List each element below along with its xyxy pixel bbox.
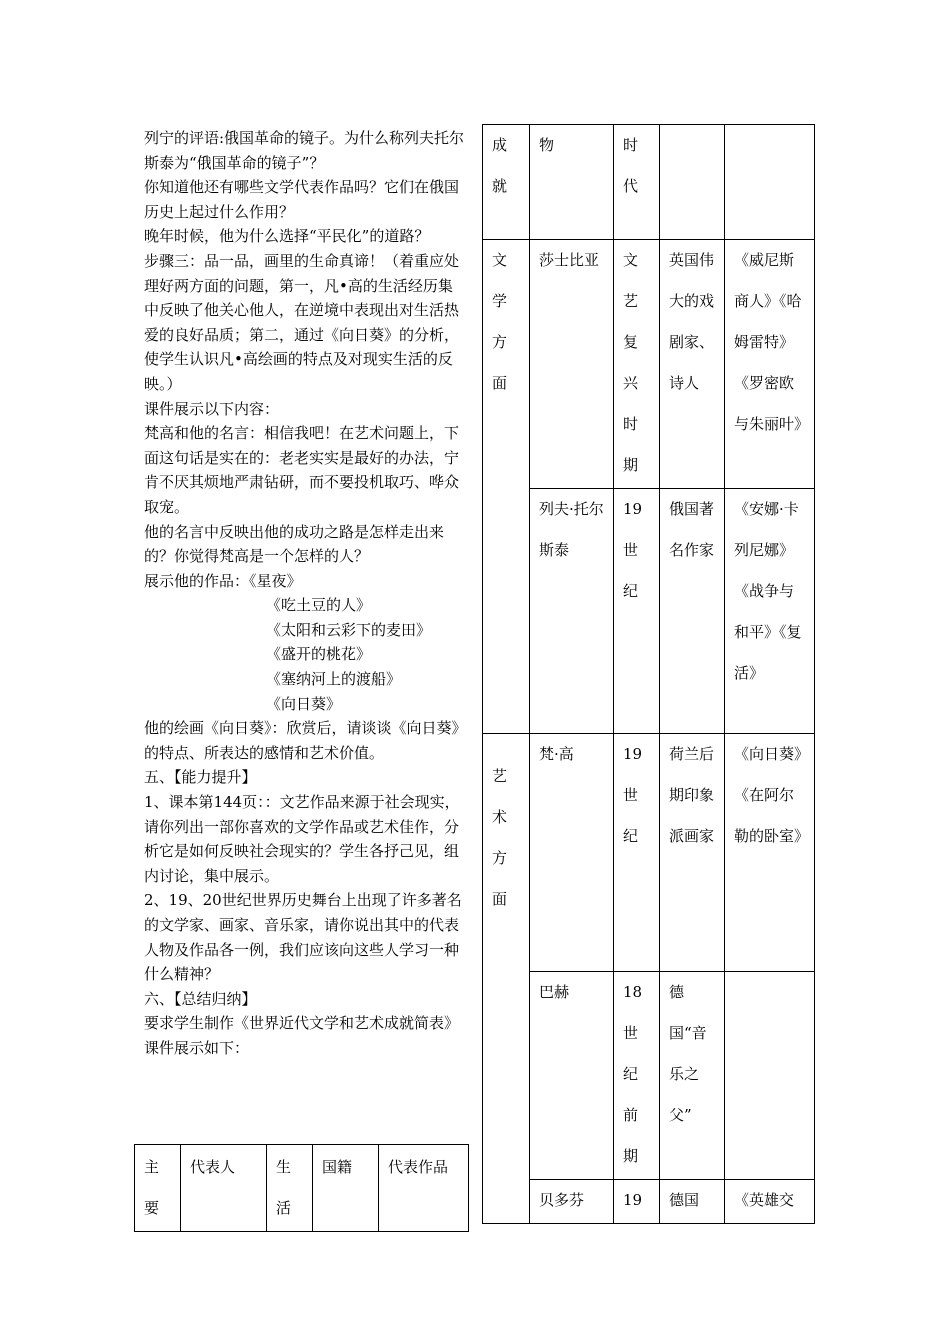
table-cell [660, 125, 725, 240]
achievement-table [482, 124, 815, 1224]
table-cell: 巴赫 [530, 972, 614, 1180]
table-row [483, 972, 815, 1180]
table-cell: 梵·高 [530, 734, 614, 972]
table-cell: 19世纪 [614, 734, 660, 972]
summary-table-header [134, 1144, 469, 1232]
category-cell: 文学方面 [483, 240, 530, 734]
paragraph: 步骤三：品一品，画里的生命真谛！（着重应处理好两方面的问题，第一，凡•高的生活经历集中反映了他关心他人，在逆境中表现出对生活热爱的良好品质；第二，通过《向日葵》的分析，使学生认识凡•高绘画的特点及对现实生活的反映。） [144, 251, 460, 393]
table-cell: 《向日葵》《在阿尔勒的卧室》 [725, 734, 815, 972]
paragraph: 要求学生制作《世界近代文学和艺术成就简表》 [144, 1014, 460, 1033]
table-row [483, 1180, 815, 1224]
table-row [483, 240, 815, 489]
paragraph: 课件展示如下： [144, 1038, 250, 1057]
works-list [144, 593, 466, 716]
table-row [483, 125, 815, 240]
section-heading: 五、【能力提升】 [144, 768, 257, 787]
table-cell: 《英雄交 [725, 1180, 815, 1224]
list-item: 《塞纳河上的渡船》 [266, 670, 402, 689]
table-cell: 德国“音乐之父” [660, 972, 725, 1180]
table-cell: 德国 [660, 1180, 725, 1224]
table-cell: 主要 [135, 1145, 181, 1232]
list-item: 《向日葵》 [266, 694, 342, 713]
paragraph: 2、19、20世纪世界历史舞台上出现了许多著名的文学家、画家、音乐家，请你说出其中的代表人物及作品各一例，我们应该向这些人学习一种什么精神？ [144, 891, 462, 984]
list-item: 《吃土豆的人》 [266, 596, 372, 615]
section-heading: 六、【总结归纳】 [144, 989, 257, 1008]
table-cell: 文艺复兴时期 [614, 240, 660, 489]
table-cell: 贝多芬 [530, 1180, 614, 1224]
table-cell: 19 [614, 1180, 660, 1224]
paragraph: 晚年时候，他为什么选择“平民化”的道路？ [144, 227, 430, 246]
table-cell [725, 125, 815, 240]
table-cell: 代表作品 [379, 1145, 469, 1232]
table-cell: 代表人 [181, 1145, 267, 1232]
table-row [483, 489, 815, 734]
table-cell: 列夫·托尔斯泰 [530, 489, 614, 734]
list-item: 《盛开的桃花》 [266, 645, 372, 664]
table-row [135, 1145, 469, 1232]
table-cell: 《安娜·卡列尼娜》《战争与和平》《复活》 [725, 489, 815, 734]
table-cell: 19世纪 [614, 489, 660, 734]
table-cell: 国籍 [313, 1145, 379, 1232]
table-cell: 时代 [614, 125, 660, 240]
table-cell: 莎士比亚 [530, 240, 614, 489]
paragraph: 他的名言中反映出他的成功之路是怎样走出来的？你觉得梵高是一个怎样的人？ [144, 522, 445, 566]
paragraph: 课件展示以下内容： [144, 399, 280, 418]
table-cell: 《威尼斯商人》《哈姆雷特》《罗密欧与朱丽叶》 [725, 240, 815, 489]
paragraph: 展示他的作品：《星夜》 [144, 571, 302, 590]
paragraph: 梵高和他的名言：相信我吧！在艺术问题上，下面这句话是实在的：老老实实是最好的办法，宁肯不厌其烦地严肃钻研，而不要投机取巧、哗众取宠。 [144, 424, 460, 516]
table-cell: 成就 [483, 125, 530, 240]
paragraph: 列宁的评语:俄国革命的镜子。为什么称列夫托尔斯泰为“俄国革命的镜子”？ [144, 129, 465, 172]
table-cell: 荷兰后期印象派画家 [660, 734, 725, 972]
table-cell: 物 [530, 125, 614, 240]
paragraph: 他的绘画《向日葵》：欣赏后，请谈谈《向日葵》的特点、所表达的感情和艺术价值。 [144, 719, 460, 762]
paragraph: 你知道他还有哪些文学代表作品吗？它们在俄国历史上起过什么作用？ [144, 178, 460, 221]
table-cell [725, 972, 815, 1180]
table-row [483, 734, 815, 972]
table-cell: 18世纪前期 [614, 972, 660, 1180]
table-cell: 俄国著名作家 [660, 489, 725, 734]
paragraph: 1、课本第144页：：文艺作品来源于社会现实，请你列出一部你喜欢的文学作品或艺术佳作，分析它是如何反映社会现实的？学生各抒己见，组内讨论，集中展示。 [144, 793, 460, 885]
category-cell: 艺术方面 [483, 734, 530, 1224]
left-column [144, 126, 466, 1061]
list-item: 《太阳和云彩下的麦田》 [266, 620, 432, 639]
table-cell: 英国伟大的戏剧家、诗人 [660, 240, 725, 489]
table-cell: 生活 [267, 1145, 313, 1232]
